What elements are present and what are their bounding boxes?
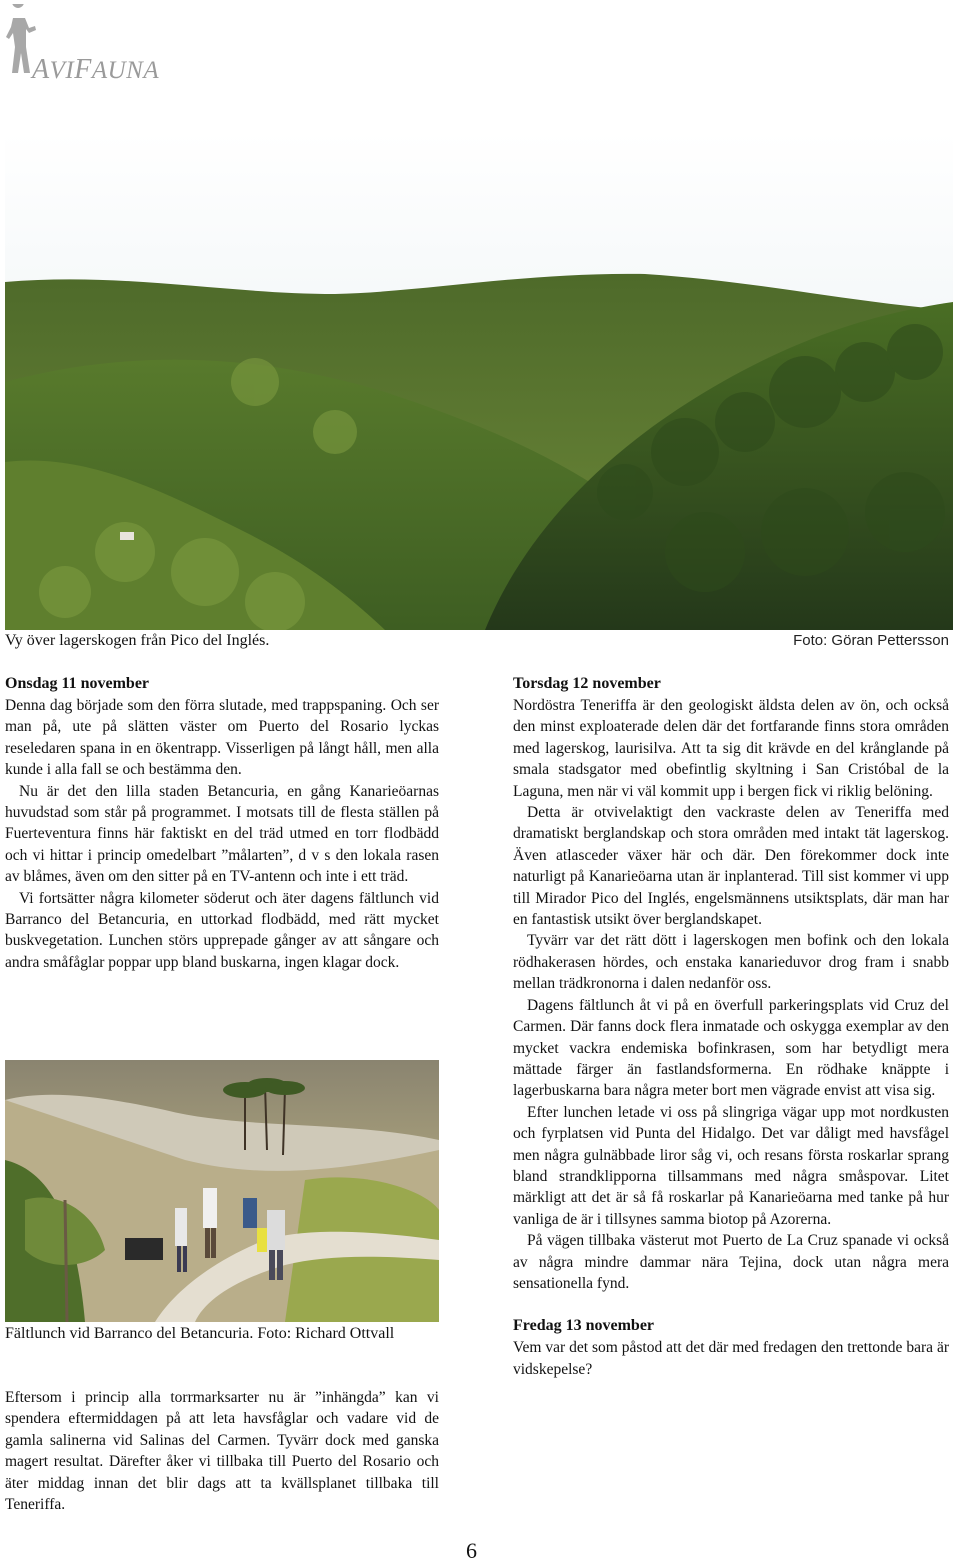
paragraph: Eftersom i princip alla torrmarksarter nu är ”inhängda” kan vi spendera eftermiddagen på att leta havsfåglar och vadare vid de gamla salinerna vid Salinas del Carmen. Tyvärr dock med ganska magert resultat. Därefter åker vi tillbaka till Puerto del Rosario och äter middag innan det blir dags att ta kvällsplanet tillbaka till Teneriffa. (5, 1389, 439, 1514)
field-lunch-caption: Fältlunch vid Barranco del Betancuria. Foto: Richard Ottvall (5, 1325, 395, 1342)
paragraph: Denna dag började som den förra slutade, med trappspaning. Och ser man på, ute på slätten väster om Puerto del Rosario lyckas reseledaren spana in en ökentrapp. Visserligen på långt håll, men alla kunde i alla fall se och bestämma den. (5, 697, 439, 779)
logo-wordmark: AVIFAUNA (32, 54, 160, 85)
paragraph: Tyvärr var det rätt dött i lagerskogen men bofink och den lokala rödhakerasen hördes, och enstaka kanarieduvor drog fram i snabb mellan trädkronorna i dalen nedanför oss. (513, 932, 949, 993)
paragraph: Nordöstra Teneriffa är den geologiskt äldsta delen av ön, och också den minst exploaterade delen där det fortfarande finns stora områden med lagerskog, laurisilva. Att ta sig dit krävde en del krånglande på smala stadsgator med obefintlig skyltning i San Cristóbal de la Laguna, men när vi väl kommit upp i bergen fick vi riklig belöning. (513, 697, 949, 800)
heading-thursday: Torsdag 12 november (513, 675, 661, 692)
photo-caption: Vy över lagerskogen från Pico del Inglés. (5, 632, 270, 649)
photo-caption-row (5, 630, 949, 654)
paragraph: Detta är otvivelaktigt den vackraste delen av Teneriffa med dramatiskt berglandskap och stora områden med intakt tät lagerskog. Även atlasceder växer här och där. Den förekommer dock inte naturligt på Kanarieöarna utan är inplanterad. Till sist kommer vi upp till Mirador Pico del Inglés, engelsmännens utsiktsplats, där man har en fantastisk utsikt över berglandskapet. (513, 804, 949, 929)
left-column (5, 673, 439, 973)
paragraph: Vem var det som påstod att det där med fredagen den trettonde bara är vidskepelse? (513, 1339, 949, 1378)
page-number: 6 (466, 1538, 477, 1563)
heading-friday: Fredag 13 november (513, 1317, 655, 1335)
avifauna-logo (4, 4, 184, 85)
heading-wednesday: Onsdag 11 november (5, 675, 150, 692)
field-lunch-photo (5, 1060, 439, 1322)
paragraph: Efter lunchen letade vi oss på slingriga vägar upp mot nordkusten och fyrplatsen vid Punta del Hidalgo. Det var dåligt med havsfågel men några gulnäbbade liror såg vi, och resans första roskarlar sprang bland strandklipporna tillsammans med några småspovar. Litet märkligt att det är så få roskarlar på Kanarieöarna med tanke på hur vanliga de är i tillsynes samma biotop på Azorerna. (513, 1103, 949, 1228)
laurel-forest-photo (5, 132, 953, 630)
paragraph: Dagens fältlunch åt vi på en överfull parkeringsplats vid Cruz del Carmen. Där fanns dock flera inmatade och oskygga exemplar av den mycket vackra endemiska bofinkrasen, som har betydligt mera mättade färger än fastlandsformerna. En rödhake knäppte i lagerbuskarna bara några meter bort men vägrade envist att visa sig. (513, 996, 949, 1100)
paragraph: Vi fortsätter några kilometer söderut och äter dagens fältlunch vid Barranco del Betancuria, en uttorkad flodbädd, med rätt mycket buskvegetation. Lunchen störs upprepade gånger av att sångare och andra småfåglar poppar upp bland buskarna, ingen klagar dock. (5, 889, 439, 971)
photo-credit: Foto: Göran Pettersson (793, 632, 949, 649)
left-column-continued (5, 1387, 439, 1515)
paragraph: Nu är det den lilla staden Betancuria, en gång Kanarieöarnas huvudstad som står på programmet. I motsats till de flesta ställen på Fuerteventura finns här faktiskt en del träd utmed en torr flodbädd och vi hittar i princip omedelbart ”målarten”, d v s den lokala rasen av blåmes, även om den sitter på en TV-antenn och inte i ett träd. (5, 782, 439, 886)
paragraph: På vägen tillbaka västerut mot Puerto de La Cruz spanade vi också av några mindre dammar nära Tejina, dock utan några mera sensationella fynd. (513, 1232, 949, 1292)
right-column (513, 673, 949, 1380)
